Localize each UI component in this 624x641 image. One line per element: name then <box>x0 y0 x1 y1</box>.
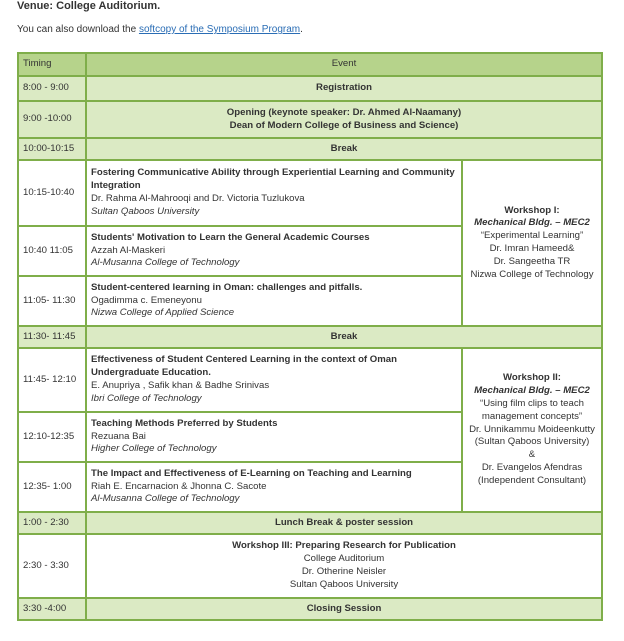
table-row <box>19 139 601 159</box>
workshop1-presenter-1: Dr. Imran Hameed& <box>489 243 575 254</box>
table-row <box>19 599 601 619</box>
time-cell: 2:30 - 3:30 <box>19 535 85 597</box>
softcopy-link[interactable]: softcopy of the Symposium Program <box>138 24 301 35</box>
time-cell: 10:40 11:05 <box>19 227 85 275</box>
session-title: Teaching Methods Preferred by Students <box>91 417 278 429</box>
session-institution: Sultan Qaboos University <box>91 205 200 217</box>
table-row <box>19 513 601 533</box>
download-suffix: . <box>300 24 303 35</box>
event-header: Event <box>87 54 601 75</box>
time-cell: 10:00-10:15 <box>19 139 85 159</box>
session-cell <box>87 349 461 411</box>
time-cell: 8:00 - 9:00 <box>19 77 85 100</box>
session-authors: Azzah Al-Maskeri <box>91 244 166 256</box>
session-cell <box>87 161 461 225</box>
workshop1-title: Workshop I: <box>504 204 560 216</box>
event-cell: Registration <box>87 77 601 100</box>
table-row <box>19 349 601 411</box>
session-institution: Ibri College of Technology <box>91 392 202 404</box>
event-cell: Lunch Break & poster session <box>87 513 601 533</box>
workshop2-topic-1: “Using film clips to teach <box>480 398 584 409</box>
workshop2-institution-1: (Sultan Qaboos University) <box>474 436 590 448</box>
time-cell: 1:00 - 2:30 <box>19 513 85 533</box>
table-row <box>19 77 601 100</box>
session-authors: Dr. Rahma Al-Mahrooqi and Dr. Victoria Tuzlukova <box>91 193 305 204</box>
session-institution: Al-Musanna College of Technology <box>91 493 240 505</box>
download-prefix: You can also download the <box>17 24 139 35</box>
session-authors: Ogadimma c. Emeneyonu <box>91 294 202 306</box>
workshop2-cell <box>463 349 601 511</box>
workshop1-institution: Nizwa College of Technology <box>470 268 594 280</box>
session-cell <box>87 277 461 325</box>
workshop1-location: Mechanical Bldg. – MEC2 <box>474 217 590 229</box>
header-row <box>19 54 601 75</box>
event-cell: Closing Session <box>87 599 601 619</box>
time-cell: 9:00 -10:00 <box>19 102 85 137</box>
time-cell: 12:35- 1:00 <box>19 463 85 511</box>
schedule-table <box>17 52 603 621</box>
workshop3-title: Workshop III: Preparing Research for Publication <box>232 540 456 552</box>
session-institution: Nizwa College of Applied Science <box>91 307 235 319</box>
workshop2-title: Workshop II: <box>503 372 561 384</box>
event-cell: Break <box>87 327 601 347</box>
event-cell <box>87 535 601 597</box>
workshop2-topic-2: management concepts” <box>481 410 583 422</box>
session-authors: Riah E. Encarnacion & Jhonna C. Sacote <box>91 480 267 492</box>
event-cell: Break <box>87 139 601 159</box>
download-line <box>17 24 303 35</box>
time-cell: 11:05- 11:30 <box>19 277 85 325</box>
workshop2-presenter-2: Dr. Evangelos Afendras <box>481 461 583 473</box>
workshop3-institution: Sultan Qaboos University <box>289 578 399 590</box>
session-institution: Al-Musanna College of Technology <box>91 257 240 269</box>
timing-header: Timing <box>19 54 85 75</box>
workshop3-presenter: Dr. Otherine Neisler <box>301 566 387 577</box>
time-cell: 11:30- 11:45 <box>19 327 85 347</box>
table-row <box>19 327 601 347</box>
session-cell <box>87 463 461 511</box>
workshop1-presenter-2: Dr. Sangeetha TR <box>493 255 571 267</box>
session-title: Effectiveness of Student Centered Learning in the context of Oman Undergraduate Education. <box>91 354 397 379</box>
session-authors: Rezuana Bai <box>91 430 146 442</box>
opening-line-1: Opening (keynote speaker: Dr. Ahmed Al-Naamany) <box>226 106 462 118</box>
workshop2-location: Mechanical Bldg. – MEC2 <box>474 385 590 397</box>
session-title: Fostering Communicative Ability through Experiential Learning and Community Integration <box>91 167 455 192</box>
time-cell: 12:10-12:35 <box>19 413 85 461</box>
workshop3-venue: College Auditorium <box>303 553 385 565</box>
event-cell <box>87 102 601 137</box>
table-row <box>19 535 601 597</box>
workshop2-presenter-1: Dr. Unnikammu Moideenkutty <box>469 423 595 435</box>
session-title: Students' Motivation to Learn the General Academic Courses <box>91 231 370 243</box>
workshop2-institution-2: (Independent Consultant) <box>477 474 587 486</box>
workshop2-ampersand: & <box>528 449 536 461</box>
time-cell: 11:45- 12:10 <box>19 349 85 411</box>
workshop1-cell <box>463 161 601 325</box>
venue-text: Venue: College Auditorium. <box>17 0 161 12</box>
session-title: Student-centered learning in Oman: challenges and pitfalls. <box>91 281 363 293</box>
table-row <box>19 161 601 225</box>
session-title: The Impact and Effectiveness of E-Learning on Teaching and Learning <box>91 467 412 479</box>
workshop1-topic: “Experimental Learning” <box>480 230 584 242</box>
session-cell <box>87 413 461 461</box>
opening-line-2: Dean of Modern College of Business and Science) <box>229 119 459 131</box>
time-cell: 10:15-10:40 <box>19 161 85 225</box>
session-authors: E. Anupriya , Safik khan & Badhe Srinivas <box>91 380 270 391</box>
table-row <box>19 102 601 137</box>
session-cell <box>87 227 461 275</box>
session-institution: Higher College of Technology <box>91 443 217 455</box>
time-cell: 3:30 -4:00 <box>19 599 85 619</box>
